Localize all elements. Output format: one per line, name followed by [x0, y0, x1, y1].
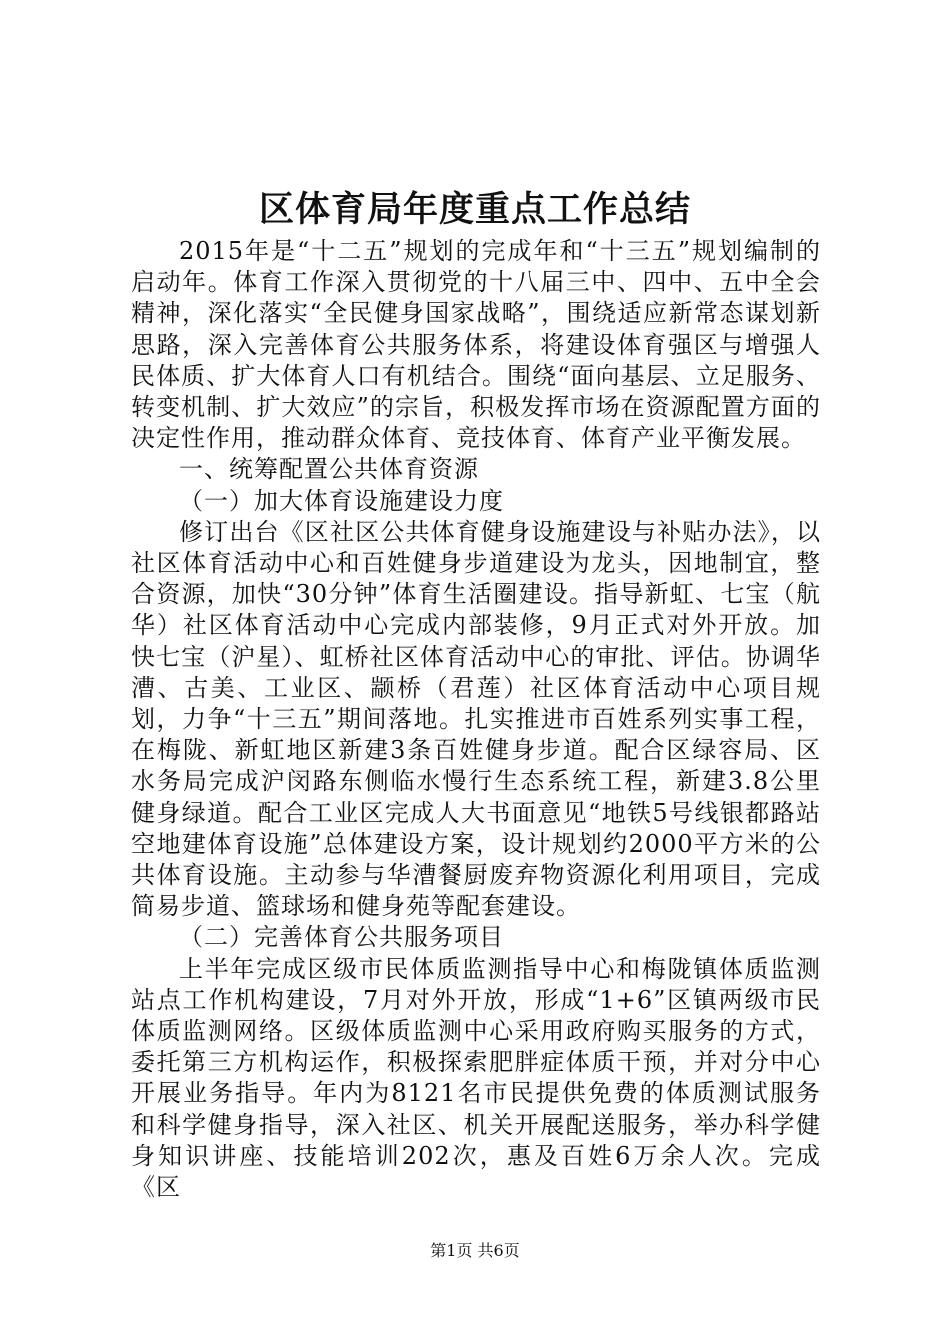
- page-footer: 第1页 共6页: [430, 1241, 520, 1260]
- services-paragraph: 上半年完成区级市民体质监测指导中心和梅陇镇体质监测站点工作机构建设，7月对外开放，形成“1+6”区镇两级市民体质监测网络。区级体质监测中心采用政府购买服务的方式，委托第三方机构运作，积极探索肥胖症体质干预，并对分中心开展业务指导。年内为8121名市民提供免费的体质测试服务和科学健身指导，深入社区、机关开展配送服务，举办科学健身知识讲座、技能培训202次，惠及百姓6万余人次。完成《区: [131, 954, 821, 1202]
- document-body: [131, 236, 821, 1203]
- subsection-heading-1: （一）加大体育设施建设力度: [179, 486, 504, 515]
- facilities-paragraph: 修订出台《区社区公共体育健身设施建设与补贴办法》，以社区体育活动中心和百姓健身步道建设为龙头，因地制宜，整合资源，加快“30分钟”体育生活圈建设。指导新虹、七宝（航华）社区体育活动中心完成内部装修，9月正式对外开放。加快七宝（沪星）、虹桥社区体育活动中心的审批、评估。协调华漕、古美、工业区、颛桥（君莲）社区体育活动中心项目规划，力争“十三五”期间落地。扎实推进市百姓系列实事工程，在梅陇、新虹地区新建3条百姓健身步道。配合区绿容局、区水务局完成沪闵路东侧临水慢行生态系统工程，新建3.8公里健身绿道。配合工业区完成人大书面意见“地铁5号线银都路站空地建体育设施”总体建设方案，设计规划约2000平方米的公共体育设施。主动参与华漕餐厨废弃物资源化利用项目，完成简易步道、篮球场和健身苑等配套建设。: [131, 517, 821, 921]
- intro-paragraph: 2015年是“十二五”规划的完成年和“十三五”规划编制的启动年。体育工作深入贯彻党的十八届三中、四中、五中全会精神，深化落实“全民健身国家战略”，围绕适应新常态谋划新思路，深入完善体育公共服务体系，将建设体育强区与增强人民体质、扩大体育人口有机结合。围绕“面向基层、立足服务、转变机制、扩大效应”的宗旨，积极发挥市场在资源配置方面的决定性作用，推动群众体育、竞技体育、体育产业平衡发展。: [131, 237, 821, 453]
- subsection-heading-2: （二）完善体育公共服务项目: [179, 923, 504, 952]
- document-title: 区体育局年度重点工作总结: [258, 189, 691, 230]
- section-heading-1: 一、统筹配置公共体育资源: [179, 455, 479, 484]
